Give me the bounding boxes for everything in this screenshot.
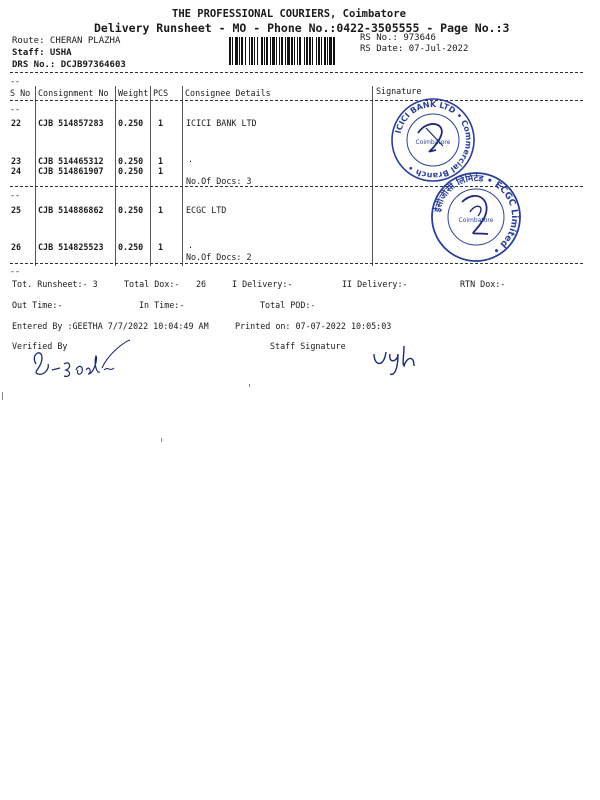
- row-sno: 24: [11, 166, 22, 176]
- total-dox-value: 26: [196, 279, 207, 289]
- row-weight: 0.250: [118, 156, 144, 166]
- barcode-bar: [297, 37, 298, 65]
- barcode-bar: [235, 37, 238, 65]
- barcode-bar: [318, 37, 320, 65]
- barcode-bar: [241, 37, 243, 65]
- col-consignee: Consignee Details: [185, 88, 271, 98]
- document-title: THE PROFESSIONAL COURIERS, Coimbatore: [172, 8, 406, 20]
- out-time: Out Time:-: [12, 300, 63, 310]
- barcode-bar: [279, 37, 280, 65]
- verified-by-label: Verified By: [12, 341, 68, 351]
- group-note: No.Of Docs: 2: [186, 252, 252, 262]
- row-consignment: CJB 514886862: [38, 205, 104, 215]
- barcode-bar: [249, 37, 250, 65]
- barcode-bar: [264, 37, 265, 65]
- barcode-bar: [257, 37, 258, 65]
- barcode-bar: [272, 37, 275, 65]
- barcode-bar: [304, 37, 305, 65]
- rs-date: RS Date: 07-Jul-2022: [360, 44, 469, 54]
- barcode-bar: [312, 37, 313, 65]
- row-consignee: .: [188, 154, 194, 164]
- barcode-bar: [239, 37, 240, 65]
- group-note: No.Of Docs: 3: [186, 176, 252, 186]
- printed-on: Printed on: 07-07-2022 10:05:03: [235, 321, 392, 331]
- ecgc-stamp: [428, 172, 524, 264]
- col-consignment: Consignment No: [38, 88, 109, 98]
- barcode-bar: [316, 37, 317, 65]
- row-consignee: ICICI BANK LTD: [186, 118, 257, 128]
- barcode-bar: [232, 37, 233, 65]
- row-weight: 0.250: [118, 242, 144, 252]
- col-weight: Weight: [118, 88, 149, 98]
- barcode-bar: [281, 37, 283, 65]
- row-consignment: CJB 514465312: [38, 156, 104, 166]
- ii-delivery: II Delivery:-: [342, 279, 408, 289]
- row-consignment: CJB 514825523: [38, 242, 104, 252]
- barcode-bar: [266, 37, 268, 65]
- row-sno: 22: [11, 118, 22, 128]
- barcode-bar: [251, 37, 253, 65]
- barcode-bar: [324, 37, 326, 65]
- ecgc-stamp-city: Coimbatore: [458, 217, 494, 224]
- drs-number: DRS No.: DCJB97364603: [12, 60, 126, 70]
- row-pcs: 1: [158, 242, 164, 252]
- row-weight: 0.250: [118, 205, 144, 215]
- barcode-bar: [254, 37, 255, 65]
- rtn-dox: RTN Dox:-: [460, 279, 506, 289]
- staff-label: Staff: USHA: [12, 48, 72, 58]
- barcode-bar: [276, 37, 277, 65]
- document-subtitle: Delivery Runsheet - MO - Phone No.:0422-3505555 - Page No.:3: [94, 21, 510, 35]
- barcode-bar: [229, 37, 231, 65]
- col-signature: Signature: [376, 86, 422, 96]
- barcode-bar: [306, 37, 308, 65]
- header-divider: [10, 72, 583, 73]
- i-delivery: I Delivery:-: [232, 279, 293, 289]
- icici-stamp-city: Coimbatore: [415, 139, 451, 146]
- staff-handwritten-signature: [368, 340, 438, 382]
- barcode-bar: [329, 37, 332, 65]
- barcode-bar: [287, 37, 290, 65]
- barcode-bar: [294, 37, 295, 65]
- staff-signature-label: Staff Signature: [270, 341, 346, 351]
- barcode-bar: [327, 37, 328, 65]
- icici-stamp-text: ICICI BANK LTD • Commercial Branch •: [393, 99, 474, 181]
- row-sno: 25: [11, 205, 22, 215]
- barcode-bar: [309, 37, 311, 65]
- barcode-bar: [333, 37, 335, 65]
- barcode-bar: [291, 37, 293, 65]
- entered-by: Entered By :GEETHA 7/7/2022 10:04:49 AM: [12, 321, 209, 331]
- col-pcs: PCS: [153, 88, 169, 98]
- col-sno: S No: [10, 88, 31, 98]
- columns-divider: [10, 100, 583, 101]
- row-sno: 23: [11, 156, 22, 166]
- ecgc-stamp-text: ईसीजीसी लिमिटेड • ECGC Limited •: [433, 173, 520, 256]
- row-weight: 0.250: [118, 118, 144, 128]
- total-pod: Total POD:-: [260, 300, 316, 310]
- tot-runsheet: Tot. Runsheet:- 3: [12, 279, 98, 289]
- row-pcs: 1: [158, 118, 164, 128]
- route-label: Route: CHERAN PLAZHA: [12, 36, 121, 46]
- row-pcs: 1: [158, 156, 164, 166]
- in-time: In Time:-: [139, 300, 185, 310]
- row-sno: 26: [11, 242, 22, 252]
- row-consignee: ECGC LTD: [186, 205, 227, 215]
- row-pcs: 1: [158, 205, 164, 215]
- row-consignment: CJB 514857283: [38, 118, 104, 128]
- row-consignee: .: [188, 240, 194, 250]
- verifier-signature: [28, 334, 138, 386]
- barcode: [229, 37, 351, 67]
- barcode-bar: [321, 37, 322, 65]
- barcode-bar: [270, 37, 271, 65]
- barcode-bar: [299, 37, 301, 65]
- rs-number: RS No.: 973646: [360, 33, 436, 43]
- row-pcs: 1: [158, 166, 164, 176]
- row-consignment: CJB 514861907: [38, 166, 104, 176]
- barcode-bar: [245, 37, 246, 65]
- barcode-bar: [285, 37, 286, 65]
- barcode-bar: [261, 37, 263, 65]
- row-weight: 0.250: [118, 166, 144, 176]
- total-dox-label: Total Dox:-: [124, 279, 180, 289]
